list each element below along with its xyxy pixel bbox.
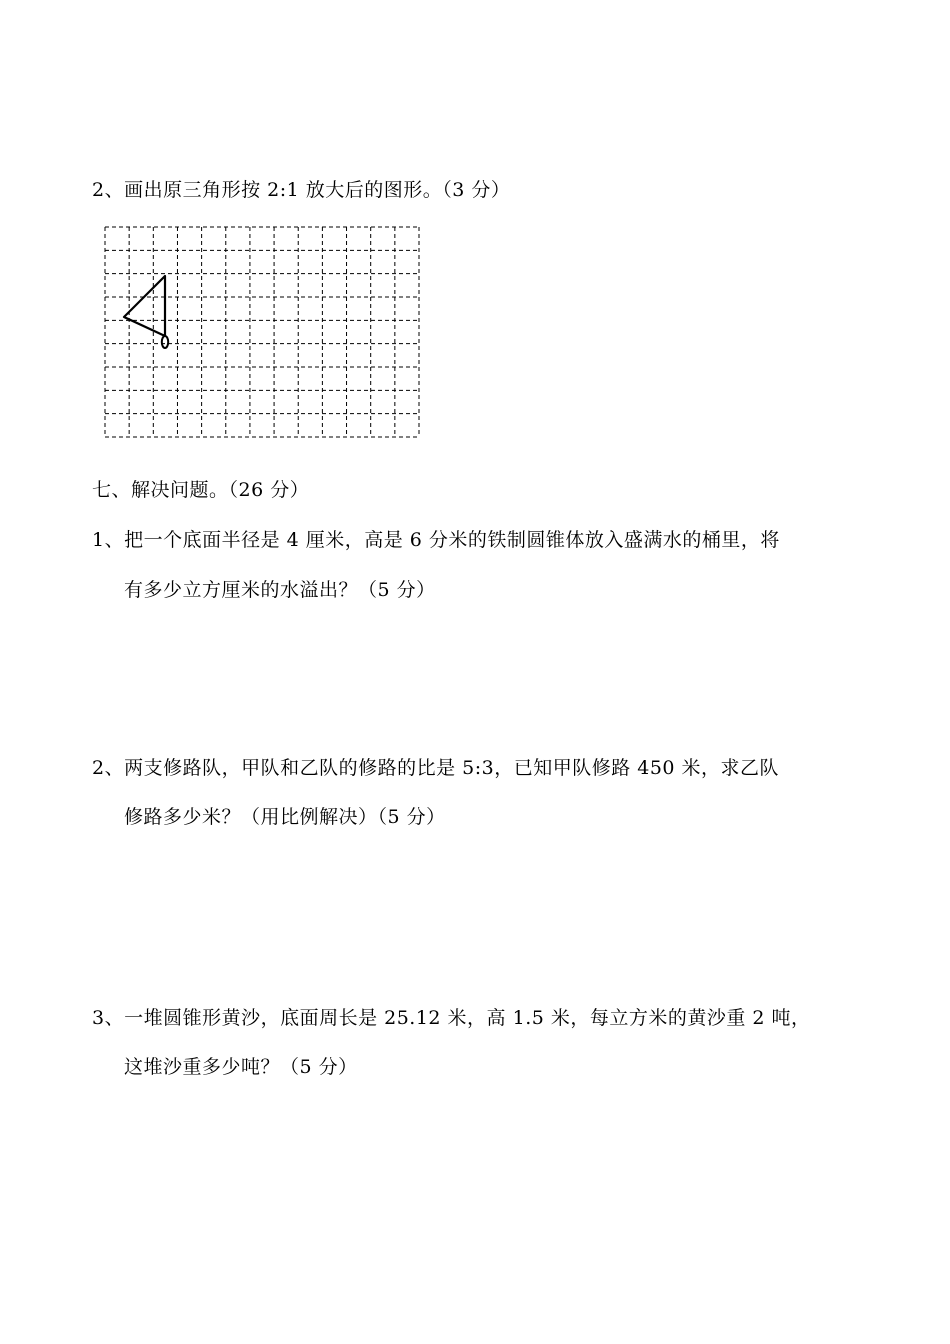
problem-2-line-1: 2、两支修路队，甲队和乙队的修路的比是 5:3，已知甲队修路 450 米，求乙队 xyxy=(92,757,780,779)
section-title: 七、解决问题。（26 分） xyxy=(92,479,310,501)
problem-2-line-2: 修路多少米？（用比例解决）（5 分） xyxy=(124,806,446,828)
original-triangle xyxy=(124,276,165,336)
dashed-grid xyxy=(105,227,419,437)
problem-3-line-2: 这堆沙重多少吨？（5 分） xyxy=(124,1056,358,1078)
drawing-question-text: 2、画出原三角形按 2:1 放大后的图形。（3 分） xyxy=(92,179,511,201)
problem-1-line-2: 有多少立方厘米的水溢出？（5 分） xyxy=(124,579,436,601)
grid-figure xyxy=(103,225,421,439)
problem-1-line-1: 1、把一个底面半径是 4 厘米，高是 6 分米的铁制圆锥体放入盛满水的桶里，将 xyxy=(92,529,780,551)
problem-3-line-1: 3、一堆圆锥形黄沙，底面周长是 25.12 米，高 1.5 米，每立方米的黄沙重 2 吨， xyxy=(92,1007,811,1029)
triangle-point-marker xyxy=(162,336,168,348)
